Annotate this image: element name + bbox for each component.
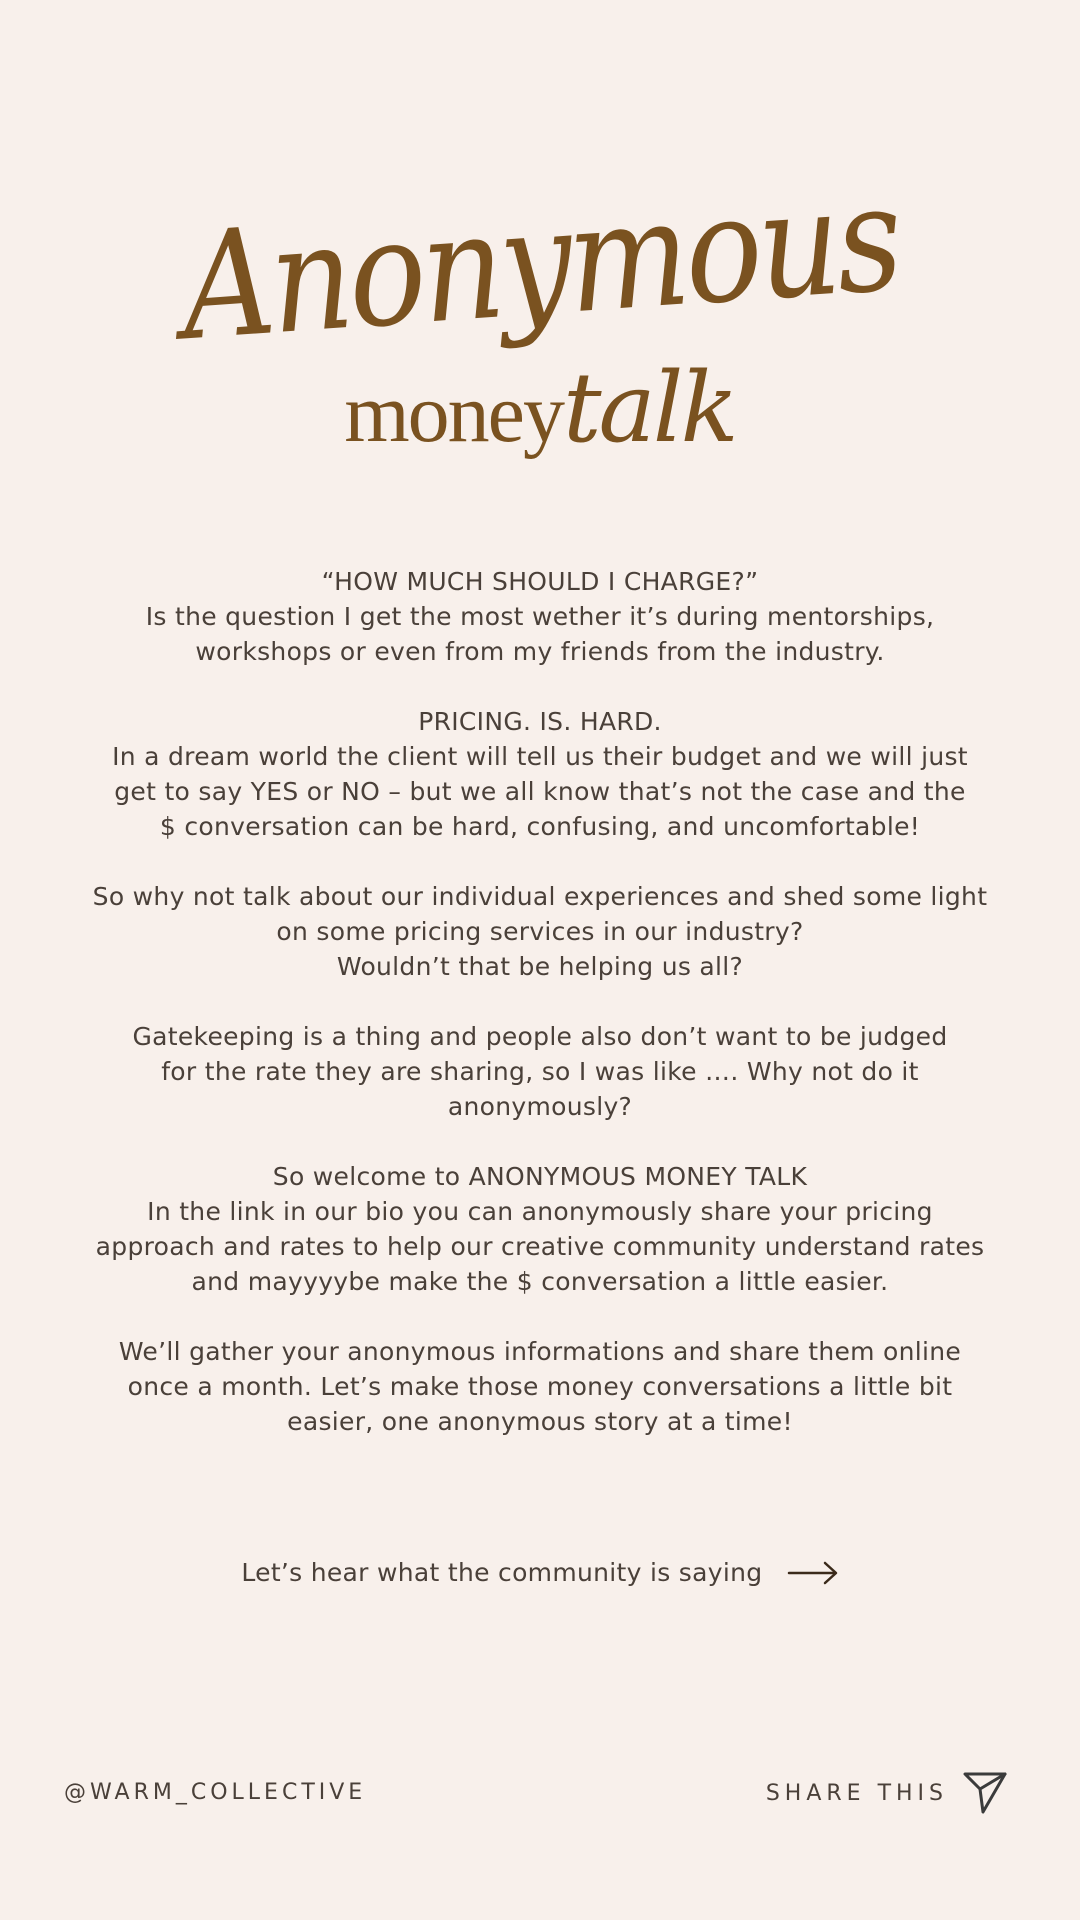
paragraph-line: once a month. Let’s make those money conversations a little bit: [127, 1372, 953, 1401]
paragraph-line: approach and rates to help our creative community understand rates: [95, 1232, 985, 1261]
paragraph-gather: [60, 1334, 1020, 1439]
paragraph-line: and mayyyybe make the $ conversation a little easier.: [191, 1267, 889, 1296]
paragraph-line: So why not talk about our individual experiences and shed some light: [92, 882, 988, 911]
logo-sub-word: money: [344, 367, 563, 460]
cta-label: Let’s hear what the community is saying: [241, 1558, 763, 1587]
account-handle[interactable]: @WARM_COLLECTIVE: [64, 1780, 367, 1805]
paragraph-line: easier, one anonymous story at a time!: [287, 1407, 793, 1436]
paragraph-line: Is the question I get the most wether it’s during mentorships,: [145, 602, 935, 631]
paragraph-line: We’ll gather your anonymous informations and share them online: [118, 1337, 962, 1366]
paragraph-gatekeeping: [60, 1019, 1020, 1124]
logo: [0, 152, 1080, 470]
paragraph-welcome: [60, 1159, 1020, 1299]
paragraph-line: So welcome to ANONYMOUS MONEY TALK: [272, 1162, 808, 1191]
paragraph-line: In the link in our bio you can anonymously share your pricing: [147, 1197, 933, 1226]
paragraph-why: [60, 879, 1020, 984]
community-cta[interactable]: [0, 1552, 1080, 1593]
logo-script-word: Anonymous: [176, 152, 904, 374]
body-copy: [60, 564, 1020, 1439]
share-button[interactable]: [766, 1770, 1008, 1816]
paragraph-line: PRICING. IS. HARD.: [418, 707, 662, 736]
paragraph-line: anonymously?: [447, 1092, 633, 1121]
paragraph-line: “HOW MUCH SHOULD I CHARGE?”: [321, 567, 759, 596]
paragraph-line: on some pricing services in our industry?: [276, 917, 804, 946]
paragraph-line: Gatekeeping is a thing and people also don’t want to be judged: [132, 1022, 948, 1051]
paragraph-pricing: [60, 704, 1020, 844]
paragraph-line: workshops or even from my friends from the industry.: [195, 637, 885, 666]
paragraph-intro: [60, 564, 1020, 669]
paragraph-line: get to say YES or NO – but we all know that’s not the case and the: [114, 777, 966, 806]
share-label: SHARE THIS: [765, 1780, 948, 1806]
send-icon: [962, 1770, 1008, 1816]
logo-sub-script-word: talk: [562, 352, 736, 464]
arrow-right-icon: [787, 1559, 839, 1587]
paragraph-line: In a dream world the client will tell us their budget and we will just: [112, 742, 968, 771]
paragraph-line: Wouldn’t that be helping us all?: [336, 952, 744, 981]
paragraph-line: $ conversation can be hard, confusing, and uncomfortable!: [159, 812, 921, 841]
logo-subtitle: [0, 352, 1080, 464]
paragraph-line: for the rate they are sharing, so I was like …. Why not do it: [161, 1057, 919, 1086]
